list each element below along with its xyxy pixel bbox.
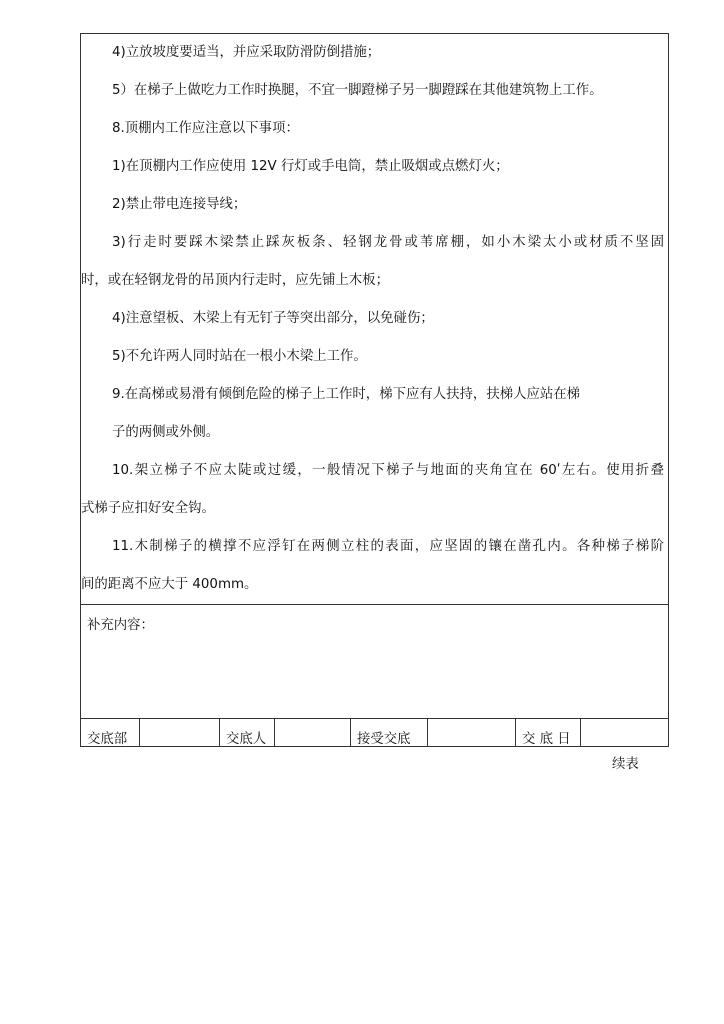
instruction-line-continued: 间的距离不应大于 400mm。 — [81, 577, 258, 592]
instruction-heading: 8.顶棚内工作应注意以下事项： — [112, 121, 299, 136]
instruction-line: 5)不允许两人同时站在一根小木梁上工作。 — [112, 349, 367, 364]
instruction-line: 4)立放坡度要适当，并应采取防滑防倒措施； — [112, 45, 381, 60]
instruction-heading: 9.在高梯或易滑有倾倒危险的梯子上工作时，梯下应有人扶持，扶梯人应站在梯 — [112, 387, 581, 402]
instruction-line: 4)注意望板、木梁上有无钉子等突出部分，以免碰伤； — [112, 311, 434, 326]
instruction-line-continued: 时，或在轻钢龙骨的吊顶内行走时，应先铺上木板； — [81, 273, 389, 288]
signature-row — [81, 719, 668, 746]
supplement-label: 补充内容： — [87, 618, 154, 633]
disclosure-form-table — [80, 33, 669, 747]
safety-instructions-section — [81, 34, 668, 605]
instruction-heading: 10.架立梯子不应太陡或过缓，一般情况下梯子与地面的夹角宜在 60ʹ左右。使用折叠 — [112, 463, 664, 478]
instruction-line-continued: 子的两侧或外侧。 — [112, 425, 220, 440]
instruction-line: 5）在梯子上做吃力工作时换腿，不宜一脚蹬梯子另一脚蹬踩在其他建筑物上工作。 — [112, 83, 603, 98]
supplement-section — [81, 605, 668, 719]
receiver-label: 接受交底 — [351, 719, 428, 746]
person-field[interactable] — [275, 719, 351, 746]
person-label: 交底人 — [220, 719, 275, 746]
dept-label: 交底部 — [81, 719, 140, 746]
dept-field[interactable] — [140, 719, 220, 746]
instruction-line: 1)在顶棚内工作应使用 12V 行灯或手电筒，禁止吸烟或点燃灯火； — [112, 159, 509, 174]
date-field[interactable] — [581, 719, 668, 746]
receiver-field[interactable] — [428, 719, 516, 746]
instruction-line: 3)行走时要踩木梁禁止踩灰板条、轻钢龙骨或苇席棚，如小木梁太小或材质不坚固 — [112, 235, 664, 250]
continued-note: 续表 — [612, 757, 639, 772]
date-label: 交 底 日 — [516, 719, 581, 746]
instruction-heading: 11.木制梯子的横撑不应浮钉在两侧立柱的表面，应坚固的镶在凿孔内。各种梯子梯阶 — [112, 539, 664, 554]
instruction-line-continued: 式梯子应扣好安全钩。 — [81, 501, 215, 516]
instruction-line: 2)禁止带电连接导线； — [112, 197, 247, 212]
